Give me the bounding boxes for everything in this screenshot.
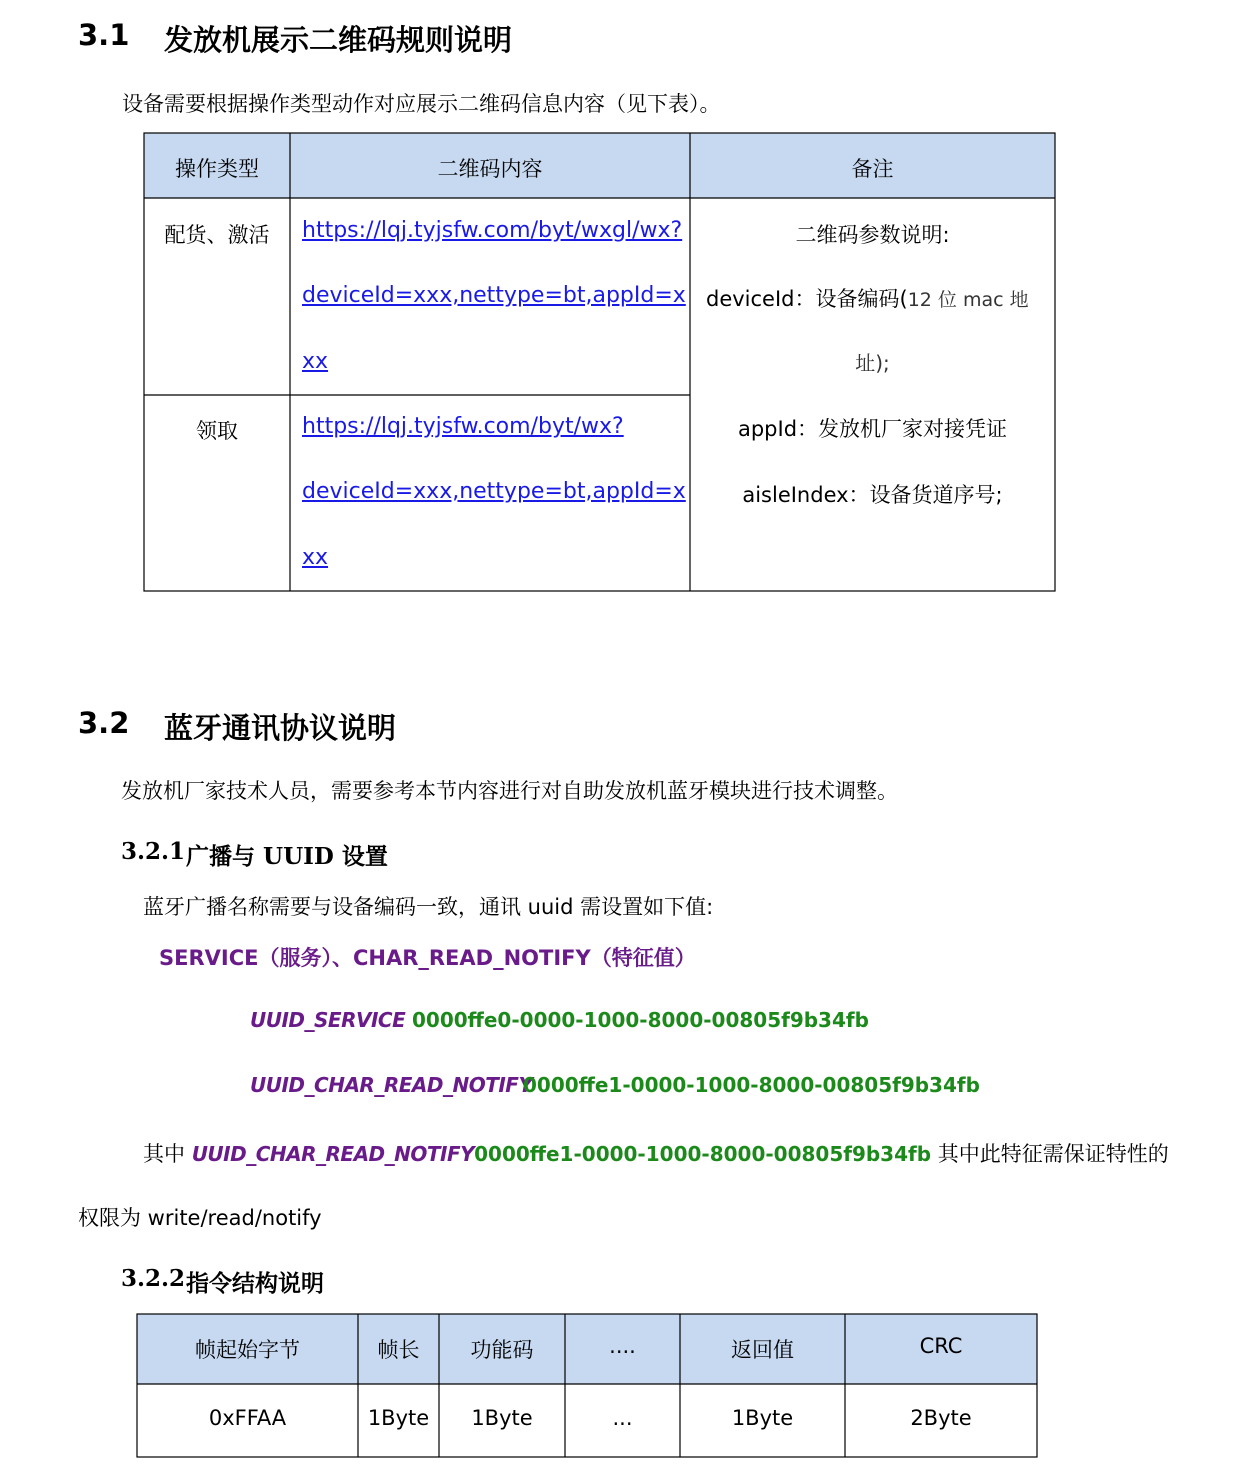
section-3-2-1-text: 蓝牙广播名称需要与设备编码一致，通讯 uuid 需设置如下值:	[143, 895, 714, 919]
qr-remark-device-id	[706, 283, 1029, 313]
section-3-2-1-title: 广播与 UUID 设置	[186, 843, 388, 870]
uuid-service-value: 0000ffe0-0000-1000-8000-00805f9b34fb	[412, 1008, 869, 1032]
qr-row-2-url-line-1[interactable]: https://lqj.tyjsfw.com/byt/wx?	[302, 414, 624, 439]
instr-value-length: 1Byte	[367, 1406, 430, 1430]
section-3-1-number: 3.1	[78, 18, 130, 52]
section-3-2-1-number: 3.2.1	[121, 838, 186, 865]
qr-remark-appid: appId：发放机厂家对接凭证	[737, 417, 1008, 441]
instr-header-return: 返回值	[731, 1338, 794, 1362]
uuid-note-line-2: 权限为 write/read/notify	[78, 1206, 322, 1230]
instr-header-length: 帧长	[377, 1338, 420, 1362]
instr-header-start-byte: 帧起始字节	[195, 1338, 300, 1362]
section-3-2-2-title: 指令结构说明	[186, 1270, 324, 1297]
instr-value-ellipsis: ...	[612, 1406, 633, 1430]
uuid-note-prefix: 其中	[143, 1142, 185, 1166]
instr-value-crc: 2Byte	[910, 1406, 972, 1430]
qr-row-2-url-line-2[interactable]: deviceId=xxx,nettype=bt,appId=x	[302, 479, 686, 504]
uuid-service-name: UUID_SERVICE	[250, 1008, 406, 1032]
uuid-note-suffix: 其中此特征需保证特性的	[937, 1142, 1169, 1166]
qr-row-1-url-line-3[interactable]: xx	[302, 349, 329, 374]
instr-value-function: 1Byte	[471, 1406, 533, 1430]
uuid-notify-value: 0000ffe1-0000-1000-8000-00805f9b34fb	[523, 1073, 980, 1097]
uuid-note-line	[143, 1138, 1169, 1168]
qr-row-1-url-line-1[interactable]: https://lqj.tyjsfw.com/byt/wxgl/wx?	[302, 218, 683, 243]
instr-header-ellipsis: ....	[609, 1334, 636, 1358]
qr-table-header-remark: 备注	[851, 157, 894, 181]
qr-row-2-op: 领取	[196, 419, 238, 443]
qr-row-1-url-line-2[interactable]: deviceId=xxx,nettype=bt,appId=x	[302, 283, 686, 308]
qr-table-header-content: 二维码内容	[437, 157, 543, 181]
section-3-2-title: 蓝牙通讯协议说明	[164, 711, 397, 745]
qr-remark-device-c: 址);	[855, 351, 890, 375]
uuid-note-name: UUID_CHAR_READ_NOTIFY	[191, 1142, 475, 1166]
instr-header-crc: CRC	[919, 1334, 963, 1358]
qr-row-1-op: 配货、激活	[164, 223, 270, 247]
section-3-2-intro: 发放机厂家技术人员，需要参考本节内容进行对自助发放机蓝牙模块进行技术调整。	[121, 779, 898, 803]
qr-remark-aisle: aisleIndex：设备货道序号;	[742, 483, 1003, 507]
qr-remark-device-a: deviceId：设备编码(	[706, 287, 908, 311]
service-characteristic-line: SERVICE（服务）、CHAR_READ_NOTIFY（特征值）	[159, 946, 696, 970]
qr-row-2-url-line-3[interactable]: xx	[302, 545, 329, 570]
qr-remark-device-b: 12 位 mac 地	[907, 289, 1029, 311]
section-3-2-2-number: 3.2.2	[121, 1265, 186, 1292]
instr-value-return: 1Byte	[731, 1406, 794, 1430]
qr-remark-title: 二维码参数说明:	[795, 223, 950, 247]
uuid-notify-name: UUID_CHAR_READ_NOTIFY	[250, 1073, 533, 1097]
section-3-2-number: 3.2	[78, 706, 130, 740]
instr-value-start-byte: 0xFFAA	[208, 1406, 287, 1430]
section-3-1-title: 发放机展示二维码规则说明	[164, 23, 513, 57]
section-3-1-intro: 设备需要根据操作类型动作对应展示二维码信息内容（见下表）。	[122, 92, 721, 116]
instr-header-function: 功能码	[470, 1338, 534, 1362]
uuid-note-value: 0000ffe1-0000-1000-8000-00805f9b34fb	[474, 1142, 932, 1166]
qr-table-header-op: 操作类型	[175, 157, 259, 181]
